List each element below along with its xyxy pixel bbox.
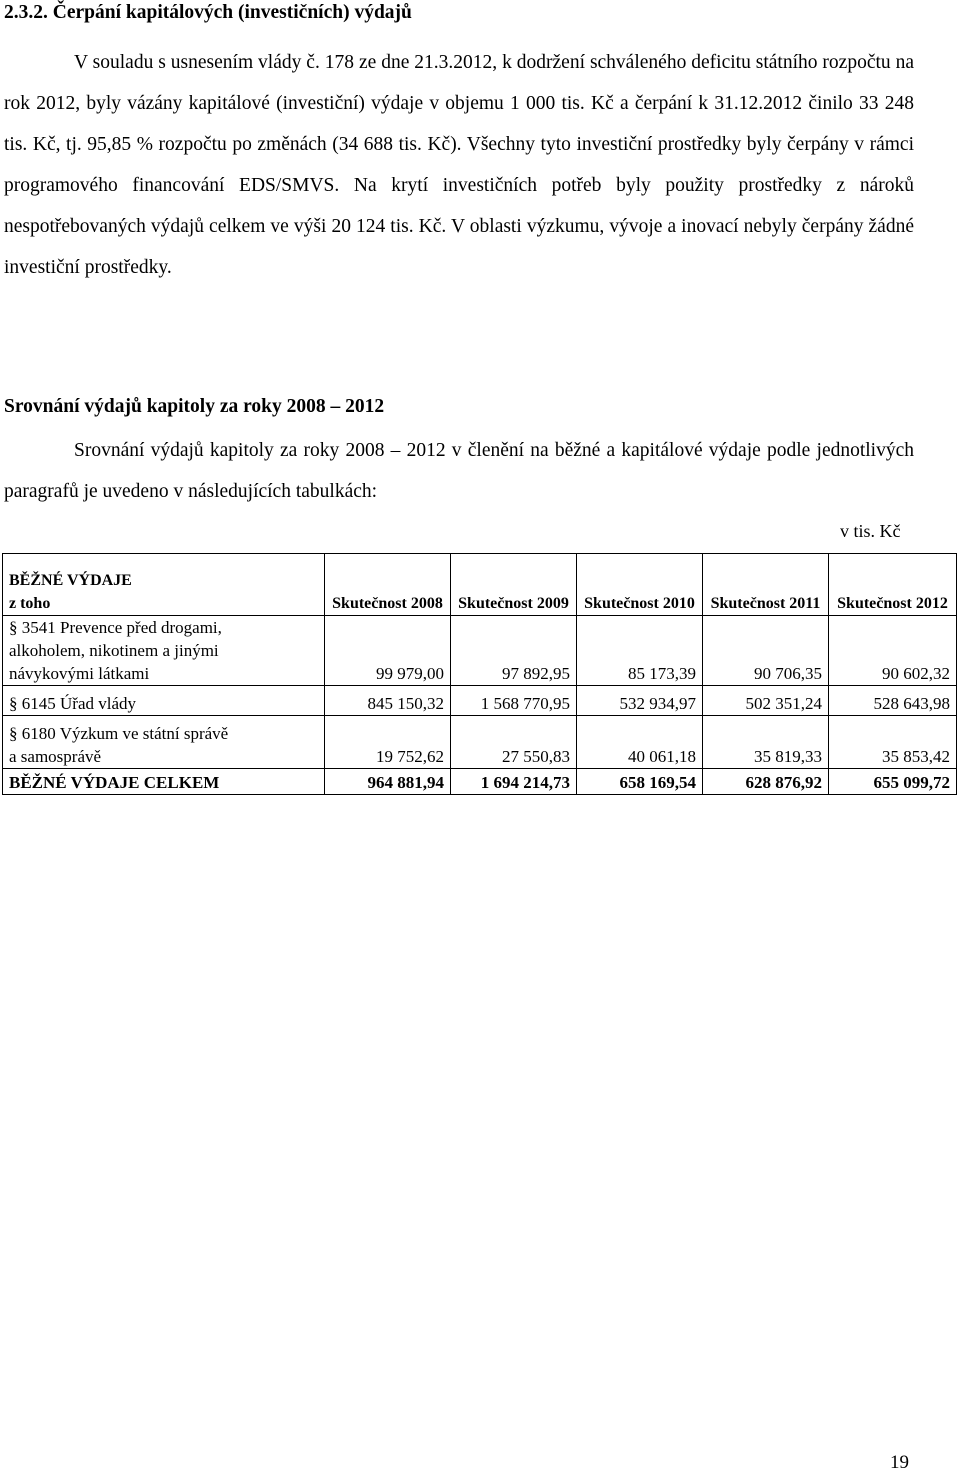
value-cell: 35 853,42 [829, 716, 957, 769]
capital-expenditure-paragraph [4, 42, 914, 342]
page-number: 19 [890, 1452, 909, 1473]
value-cell: 90 706,35 [703, 616, 829, 686]
table-row [3, 716, 957, 769]
table-row [3, 616, 957, 686]
column-header: Skutečnost 2012 [829, 554, 957, 616]
column-header: Skutečnost 2009 [451, 554, 577, 616]
row-label-line: § 6145 Úřad vlády [9, 694, 137, 713]
comparison-intro-paragraph [4, 430, 914, 515]
row-label-line: § 3541 Prevence před drogami, [9, 618, 222, 637]
row-label [3, 716, 325, 769]
comparison-intro-first-line: Srovnání výdajů kapitoly za roky 2008 – 2012 v členění na běžné a kapitálové výdaje [74, 440, 761, 461]
comparison-title: Srovnání výdajů kapitoly za roky 2008 – 2012 [4, 396, 385, 417]
column-header: Skutečnost 2008 [325, 554, 451, 616]
section-heading: 2.3.2. Čerpání kapitálových (investičních) výdajů [4, 2, 412, 23]
value-cell: 845 150,32 [325, 686, 451, 716]
row-label-line: návykovými látkami [9, 664, 150, 683]
value-cell: 35 819,33 [703, 716, 829, 769]
column-header: Skutečnost 2011 [703, 554, 829, 616]
value-cell: 1 568 770,95 [451, 686, 577, 716]
value-cell: 40 061,18 [577, 716, 703, 769]
comparison-intro-body: podle jednotlivých paragrafů je uvedeno v následujících tabulkách: [4, 440, 915, 502]
table-row [3, 686, 957, 716]
header-label-cell [3, 554, 325, 616]
value-cell: 97 892,95 [451, 616, 577, 686]
value-cell: 27 550,83 [451, 716, 577, 769]
column-header: Skutečnost 2010 [577, 554, 703, 616]
total-value-cell: 964 881,94 [325, 769, 451, 795]
current-expenditure-table [2, 553, 957, 795]
value-cell: 90 602,32 [829, 616, 957, 686]
row-label-line: alkoholem, nikotinem a jinými [9, 641, 219, 660]
total-value-cell: 628 876,92 [703, 769, 829, 795]
total-row [3, 769, 957, 795]
value-cell: 19 752,62 [325, 716, 451, 769]
value-cell: 99 979,00 [325, 616, 451, 686]
total-label: BĚŽNÉ VÝDAJE CELKEM [3, 769, 325, 795]
row-label [3, 686, 325, 716]
value-cell: 532 934,97 [577, 686, 703, 716]
header-subtitle: z toho [9, 595, 51, 612]
table-header-row [3, 554, 957, 616]
unit-label: v tis. Kč [840, 521, 901, 541]
total-value-cell: 1 694 214,73 [451, 769, 577, 795]
paragraph1-body: státního rozpočtu na rok 2012, byly vázány kapitálové (investiční) výdaje v objemu 1 000 tis. Kč a čerpání k 31.12.2012 činilo 33 248 tis. Kč, tj. 95,85 % rozpočtu po změnách (34 688 tis. Kč). Všechny tyto investiční prostředky byly čerpány v rámci programového financování EDS/SMVS. Na krytí investičních potřeb byly použity prostředky z nároků nespotřebovaných výdajů celkem ve výši 20 124 tis. Kč. V oblasti výzkumu, vývoje a inovací nebyly čerpány žádné investiční prostředky. [4, 52, 914, 278]
total-value-cell: 655 099,72 [829, 769, 957, 795]
value-cell: 85 173,39 [577, 616, 703, 686]
total-value-cell: 658 169,54 [577, 769, 703, 795]
row-label-line: a samosprávě [9, 747, 102, 766]
row-label-line: § 6180 Výzkum ve státní správě [9, 724, 229, 743]
value-cell: 528 643,98 [829, 686, 957, 716]
value-cell: 502 351,24 [703, 686, 829, 716]
row-label [3, 616, 325, 686]
header-title: BĚŽNÉ VÝDAJE [9, 572, 132, 589]
paragraph1-first-line: V souladu s usnesením vlády č. 178 ze dne 21.3.2012, k dodržení schváleného deficitu [74, 52, 751, 73]
